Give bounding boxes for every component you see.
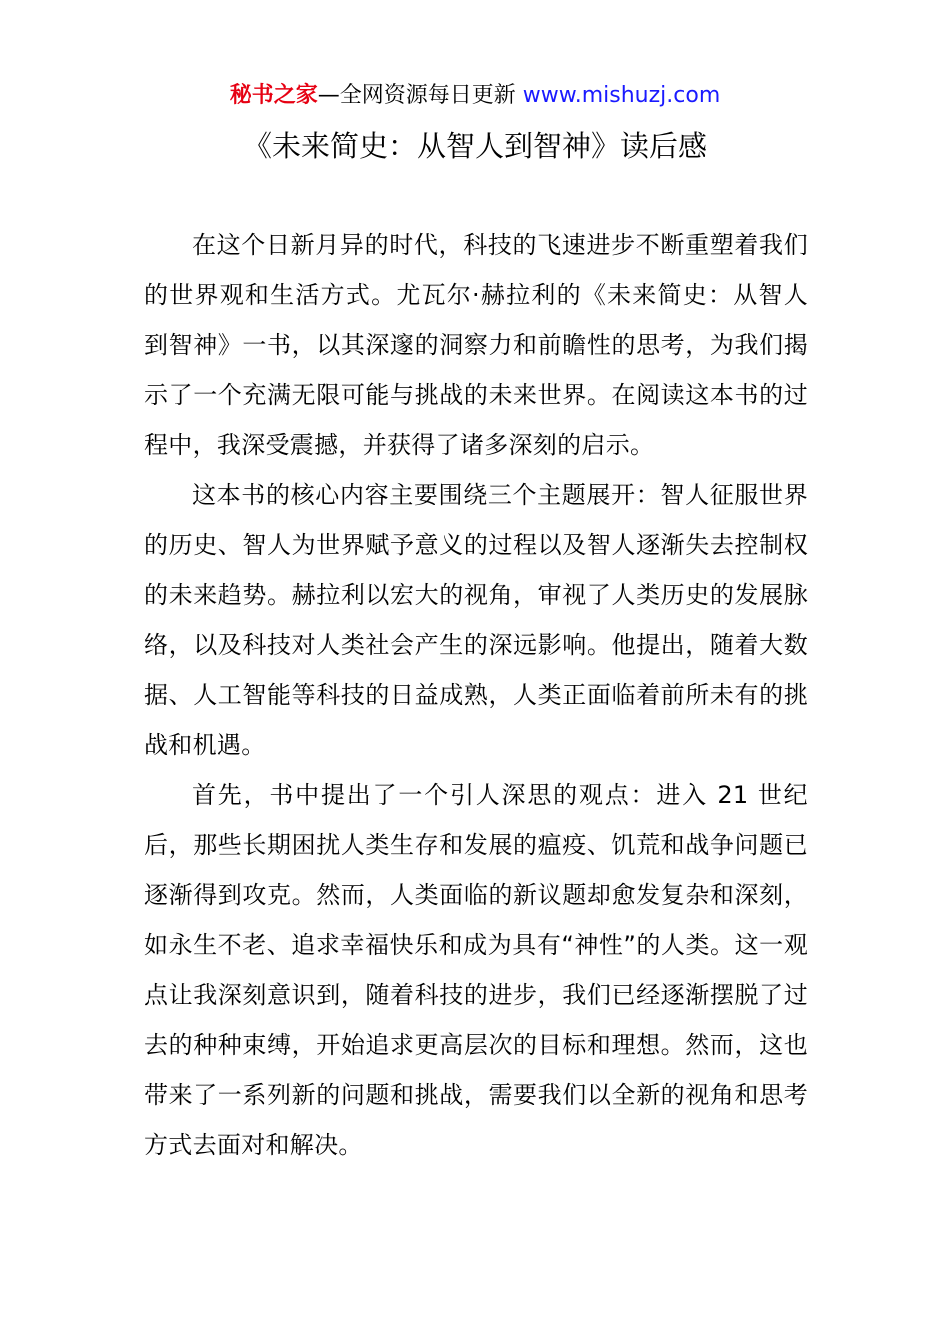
site-url-link[interactable]: www.mishuzj.com (522, 83, 721, 108)
paragraph: 在这个日新月异的时代，科技的飞速进步不断重塑着我们的世界观和生活方式。尤瓦尔·赫拉利的《未来简史：从智人到智神》一书，以其深邃的洞察力和前瞻性的思考，为我们揭示了一个充满无限可能与挑战的未来世界。在阅读这本书的过程中，我深受震撼，并获得了诸多深刻的启示。 (144, 231, 808, 459)
brand-name: 秘书之家 (229, 83, 318, 108)
paragraph: 首先，书中提出了一个引人深思的观点：进入 21 世纪后，那些长期困扰人类生存和发展的瘟疫、饥荒和战争问题已逐渐得到攻克。然而，人类面临的新议题却愈发复杂和深刻，如永生不老、追求幸福快乐和成为具有“神性”的人类。这一观点让我深刻意识到，随着科技的进步，我们已经逐渐摆脱了过去的种种束缚，开始追求更高层次的目标和理想。然而，这也带来了一系列新的问题和挑战，需要我们以全新的视角和思考方式去面对和解决。 (144, 781, 808, 1159)
paragraph: 这本书的核心内容主要围绕三个主题展开：智人征服世界的历史、智人为世界赋予意义的过程以及智人逐渐失去控制权的未来趋势。赫拉利以宏大的视角，审视了人类历史的发展脉络，以及科技对人类社会产生的深远影响。他提出，随着大数据、人工智能等科技的日益成熟，人类正面临着前所未有的挑战和机遇。 (144, 481, 808, 759)
document-body (144, 220, 808, 1170)
site-header (0, 80, 950, 112)
document-title: 《未来简史：从智人到智神》读后感 (242, 129, 707, 163)
header-tagline: —全网资源每日更新 (317, 83, 523, 108)
